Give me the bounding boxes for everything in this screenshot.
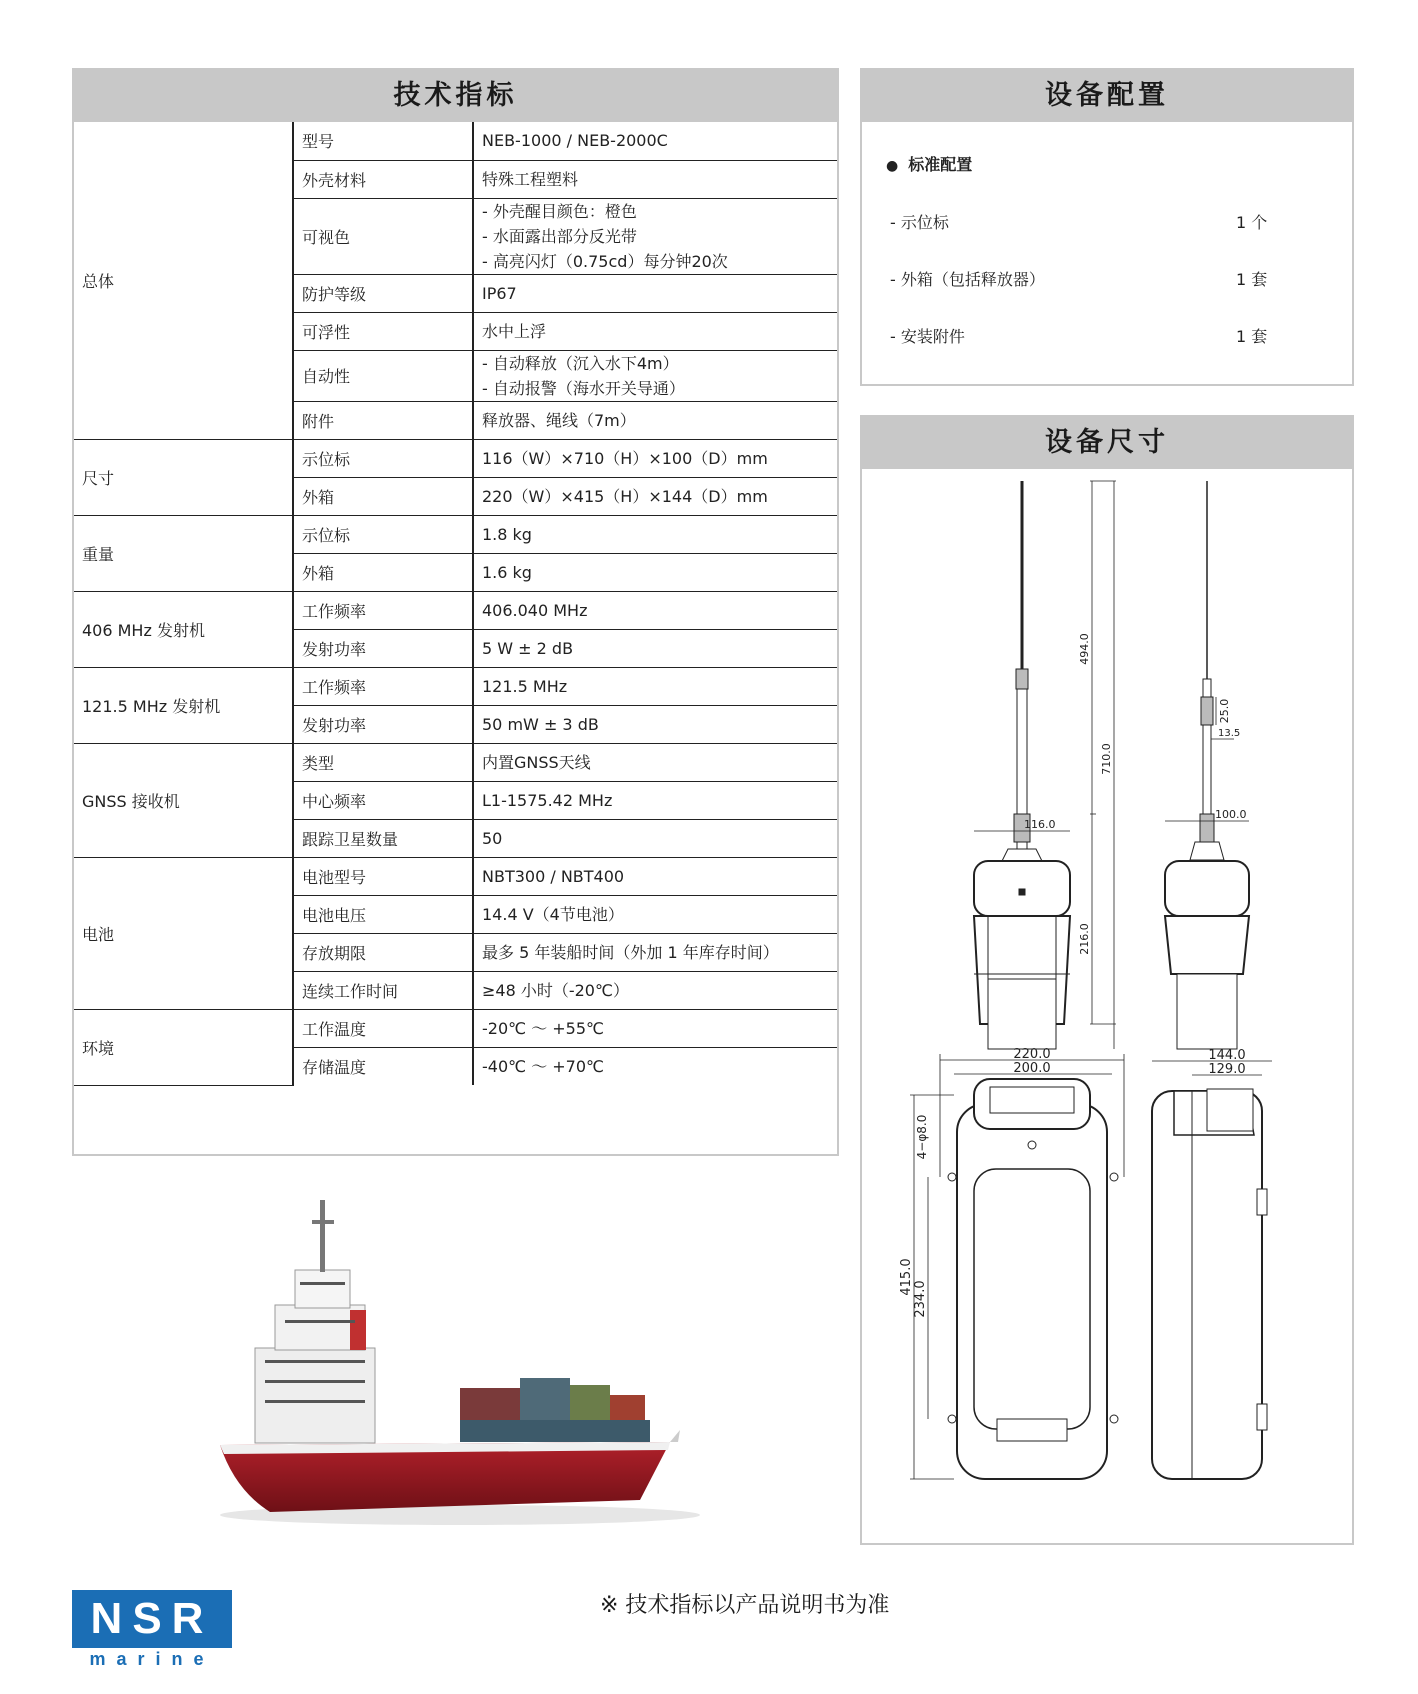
spec-row [74,743,837,781]
spec-label: 工作温度 [293,1009,473,1047]
config-item-qty: 1 套 [1236,327,1268,346]
spec-value-line: NBT300 / NBT400 [482,866,625,886]
spec-category: 重量 [74,515,293,591]
beacon-side-view [1165,481,1249,1049]
spec-label: 发射功率 [293,705,473,743]
spec-panel [72,68,839,1156]
spec-value [473,667,837,705]
spec-value-line: - 自动报警（海水开关导通） [482,378,685,398]
spec-value-line: 1.6 kg [482,562,532,582]
spec-value-line: - 外壳醒目颜色：橙色 [482,201,637,221]
spec-value-line: ≥48 小时（-20℃） [482,980,629,1000]
spec-label: 类型 [293,743,473,781]
spec-value [473,515,837,553]
dim-hole-pitch: 234.0 [913,1280,928,1318]
spec-value [473,629,837,667]
spec-label: 外箱 [293,477,473,515]
spec-label: 连续工作时间 [293,971,473,1009]
spec-row [74,667,837,705]
dim-body-height: 216.0 [1078,923,1091,955]
spec-value [473,401,837,439]
spec-value [473,591,837,629]
spec-label: 自动性 [293,350,473,401]
spec-value [473,971,837,1009]
dim-box-depth: 144.0 [1208,1048,1246,1063]
spec-label: 工作频率 [293,591,473,629]
spec-value [473,122,837,160]
dim-box-width: 220.0 [1013,1047,1051,1062]
spec-row [74,515,837,553]
dim-box-inner-depth: 129.0 [1208,1062,1246,1077]
config-item-qty: 1 个 [1236,213,1268,232]
logo-main-text: NSR [72,1590,232,1648]
spec-value-line: -20℃ ～ +55℃ [482,1018,605,1038]
standard-config-label: 标准配置 [908,155,973,174]
spec-category: 总体 [74,122,293,439]
spec-value-line: 最多 5 年装船时间（外加 1 年库存时间） [482,942,779,962]
dim-antenna: 494.0 [1078,633,1091,665]
spec-value-line: IP67 [482,283,517,303]
spec-value-line: 特殊工程塑料 [482,169,579,189]
dim-tip-length: 25.0 [1218,698,1231,724]
dim-beacon-width: 116.0 [1024,818,1056,831]
spec-value [473,274,837,312]
spec-value-line: 内置GNSS天线 [482,752,591,772]
spec-row [74,591,837,629]
spec-label: 电池型号 [293,857,473,895]
dim-hole: 4−φ8.0 [915,1114,929,1160]
config-panel [860,68,1354,386]
spec-value [473,160,837,198]
dim-beacon-depth: 100.0 [1215,808,1247,821]
spec-value [473,743,837,781]
spec-label: 示位标 [293,439,473,477]
bullet-icon: ● [886,158,899,174]
spec-value-line: 5 W ± 2 dB [482,638,574,658]
box-side-view [1152,1089,1267,1479]
spec-value [473,781,837,819]
spec-value-line: - 自动释放（沉入水下4m） [482,353,679,373]
spec-value [473,819,837,857]
box-front-view [948,1079,1118,1479]
spec-label: 存储温度 [293,1047,473,1085]
config-item-name: - 示位标 [890,213,949,232]
dimensions-panel [860,415,1354,1545]
spec-value-line: 14.4 V（4节电池） [482,904,624,924]
spec-label: 外箱 [293,553,473,591]
spec-label: 存放期限 [293,933,473,971]
spec-value [473,857,837,895]
spec-category: 121.5 MHz 发射机 [74,667,293,743]
spec-value [473,553,837,591]
spec-category: 电池 [74,857,293,1009]
config-item-name: - 安装附件 [890,327,965,346]
spec-value [473,350,837,401]
logo-sub-text: marine [89,1649,215,1669]
spec-value [473,895,837,933]
spec-value [473,705,837,743]
dim-tip-width: 13.5 [1218,728,1241,739]
config-item-name: - 外箱（包括释放器） [890,270,1045,289]
footer-note: ※ 技术指标以产品说明书为准 [600,1593,890,1618]
spec-label: 可视色 [293,198,473,274]
spec-value [473,477,837,515]
spec-value [473,439,837,477]
spec-category: 环境 [74,1009,293,1085]
spec-row [74,439,837,477]
spec-table [74,122,837,1086]
spec-value [473,1009,837,1047]
cargo-ship-image [200,1180,720,1540]
spec-value-line: NEB-1000 / NEB-2000C [482,131,668,151]
spec-value [473,1047,837,1085]
config-title: 设备配置 [862,70,1352,122]
dimension-drawing [862,469,1352,1543]
spec-label: 发射功率 [293,629,473,667]
spec-value-line: 50 [482,828,503,848]
spec-category: 406 MHz 发射机 [74,591,293,667]
dim-total-height: 710.0 [1100,743,1113,775]
spec-value-line: 1.8 kg [482,524,532,544]
spec-value-line: 水中上浮 [482,321,547,341]
spec-value-line: 220（W）×415（H）×144（D）mm [482,486,768,506]
spec-label: 附件 [293,401,473,439]
spec-value-line: - 水面露出部分反光带 [482,226,637,246]
spec-value-line: 释放器、绳线（7m） [482,410,636,430]
spec-label: 防护等级 [293,274,473,312]
spec-category: GNSS 接收机 [74,743,293,857]
beacon-front-view [974,481,1070,1049]
spec-value [473,312,837,350]
spec-label: 中心频率 [293,781,473,819]
spec-value-line: 406.040 MHz [482,600,588,620]
spec-label: 可浮性 [293,312,473,350]
spec-label: 示位标 [293,515,473,553]
config-body [862,122,1352,382]
spec-value-line: -40℃ ～ +70℃ [482,1056,605,1076]
spec-label: 型号 [293,122,473,160]
spec-label: 电池电压 [293,895,473,933]
nsr-marine-logo [72,1590,232,1670]
spec-value-line: 116（W）×710（H）×100（D）mm [482,448,768,468]
spec-row [74,1009,837,1047]
spec-value-line: 121.5 MHz [482,676,568,696]
standard-config-heading [886,152,972,175]
dim-box-height: 415.0 [899,1258,914,1296]
spec-value-line: L1-1575.42 MHz [482,790,613,810]
spec-value-line: 50 mW ± 3 dB [482,714,599,734]
spec-label: 外壳材料 [293,160,473,198]
spec-row [74,122,837,160]
spec-label: 跟踪卫星数量 [293,819,473,857]
spec-category: 尺寸 [74,439,293,515]
spec-title: 技术指标 [74,70,837,122]
config-item-qty: 1 套 [1236,270,1268,289]
dim-box-inner-width: 200.0 [1013,1061,1051,1076]
spec-label: 工作频率 [293,667,473,705]
spec-value-line: - 高亮闪灯（0.75cd）每分钟20次 [482,251,728,271]
spec-value [473,198,837,274]
spec-value [473,933,837,971]
spec-row [74,857,837,895]
dimensions-title: 设备尺寸 [862,417,1352,469]
